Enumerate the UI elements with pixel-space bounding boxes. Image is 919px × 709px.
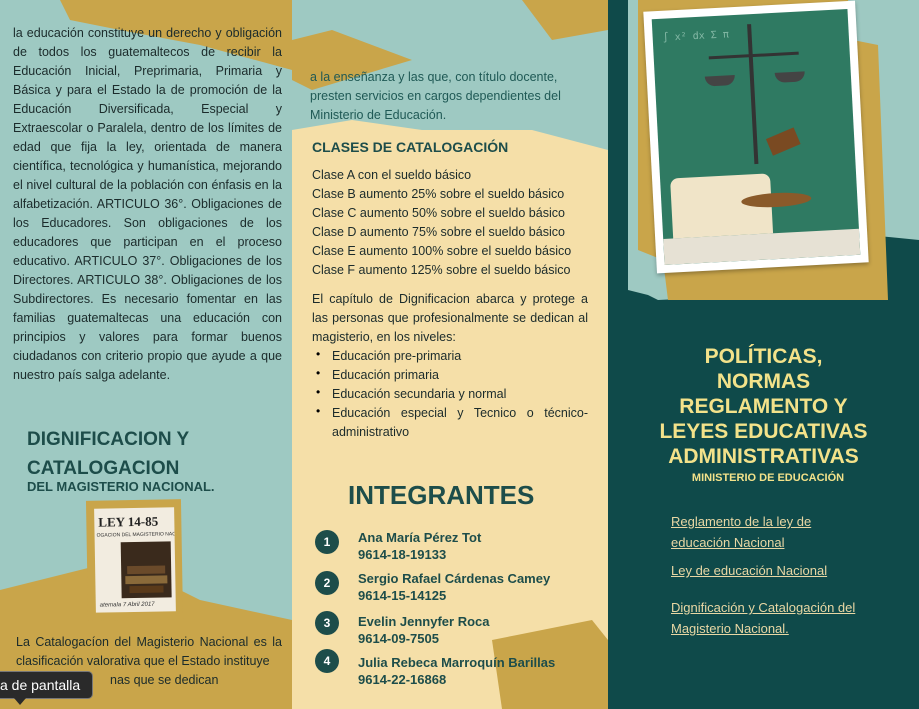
member-id: 9614-22-16868: [358, 672, 447, 687]
chalkboard-formula: ∫ x² dx Σ π: [662, 29, 730, 44]
right-panel: [608, 0, 919, 709]
member-number-badge: 4: [315, 649, 339, 673]
member-number-badge: 3: [315, 611, 339, 635]
left-intro-text: la educación constituye un derecho y obligación de todos los guatemaltecos de recibir la Educación Inicial, Preprimaria, Primaria y Básica y para el Estado la de promoción de la Educación Diversificada, Especial y Extraescolar o Paralela, dentro de los límites de edad que fija la ley, orientada de manera científica, tecnológica y humanística, mejorando el nivel cultural de la población con énfasis en la alfabetización. ARTICULO 36°. Obligaciones de los Educadores. Son obligaciones de los educadores que participan en el proceso educativo. ARTICULO 37°. Obligaciones de los Directores. ARTICULO 38°. Obligaciones de los Subdirectores. Es necesario fomentar en las familias guatemaltecas una educación con principios y valores para formar buenos ciudadanos con criterio propio que ayude a que nuestro país salga adelante.: [13, 26, 282, 382]
class-item: Clase A con el sueldo básico: [312, 168, 472, 182]
member-name: Evelin Jennyfer Roca: [358, 614, 490, 629]
catalogacion-text-cont: nas que se dedican: [110, 673, 219, 687]
level-item: Educación pre-primaria: [332, 349, 462, 363]
ministry-subtitle: MINISTERIO DE EDUCACIÓN: [691, 472, 845, 484]
dignificacion-heading-line2: CATALOGACION: [27, 458, 180, 479]
left-panel: [0, 0, 292, 709]
bullet-icon: •: [316, 366, 321, 380]
bullet-icon: •: [316, 404, 321, 418]
chapter-text: El capítulo de Dignificacion abarca y protege a las personas que profesionalmente se dedican al magisterio, en los niveles:: [312, 292, 588, 344]
title-line: POLÍTICAS,: [704, 345, 823, 368]
book-title: LEY 14-85: [98, 513, 159, 530]
class-item: Clase E aumento 100% sobre el sueldo básico: [312, 244, 572, 258]
justice-scale-photo: [643, 1, 868, 274]
dignificacion-heading-line3: DEL MAGISTERIO NACIONAL.: [27, 479, 215, 494]
member-id: 9614-09-7505: [358, 631, 439, 646]
member-id: 9614-18-19133: [358, 547, 447, 562]
member-name: Julia Rebeca Marroquín Barillas: [358, 655, 556, 670]
member-number-badge: 2: [315, 571, 339, 595]
law-book-image: [86, 499, 183, 621]
right-title: [608, 344, 919, 469]
member-id: 9614-15-14125: [358, 588, 447, 603]
book-subtitle: OGACION DEL MAGISTERIO NAC: [96, 531, 176, 539]
member-name: Ana María Pérez Tot: [358, 530, 482, 545]
middle-intro-text: a la enseñanza y las que, con título docente, presten servicios en cargos dependientes del Ministerio de Educación.: [310, 70, 561, 122]
members-heading: INTEGRANTES: [348, 480, 535, 510]
middle-panel: [292, 0, 608, 709]
class-item: Clase C aumento 50% sobre el sueldo básico: [312, 206, 565, 220]
class-item: Clase B aumento 25% sobre el sueldo básico: [312, 187, 565, 201]
title-line: ADMINISTRATIVAS: [668, 445, 859, 468]
link-ley-educacion[interactable]: Ley de educación Nacional: [671, 563, 828, 578]
book-photo: [121, 541, 172, 598]
bullet-icon: •: [316, 347, 321, 361]
level-item: Educación secundaria y normal: [332, 387, 507, 401]
screenshot-tooltip: a de pantalla: [0, 671, 93, 699]
dignificacion-heading-line1: DIGNIFICACION Y: [27, 429, 190, 450]
member-number-badge: 1: [315, 530, 339, 554]
title-line: NORMAS: [716, 370, 811, 393]
catalogacion-text: La Catalogacíon del Magisterio Nacional es la clasificación valorativa que el Estado instituye: [16, 635, 282, 668]
title-line: REGLAMENTO Y: [679, 395, 848, 418]
member-name: Sergio Rafael Cárdenas Camey: [358, 571, 551, 586]
link-dignificacion[interactable]: Dignificación y Catalogación del Magisterio Nacional.: [671, 600, 856, 636]
class-item: Clase F aumento 125% sobre el sueldo básico: [312, 263, 571, 277]
level-item: Educación especial y Tecnico o técnico-administrativo: [332, 406, 588, 439]
classes-heading: CLASES DE CATALOGACIÓN: [312, 139, 509, 155]
level-item: Educación primaria: [332, 368, 439, 382]
link-reglamento[interactable]: Reglamento de la ley de educación Nacional: [671, 514, 812, 550]
book-footer: atemala 7 Abril 2017: [99, 601, 155, 609]
title-line: LEYES EDUCATIVAS: [659, 420, 868, 443]
class-item: Clase D aumento 75% sobre el sueldo básico: [312, 225, 565, 239]
bullet-icon: •: [316, 385, 321, 399]
